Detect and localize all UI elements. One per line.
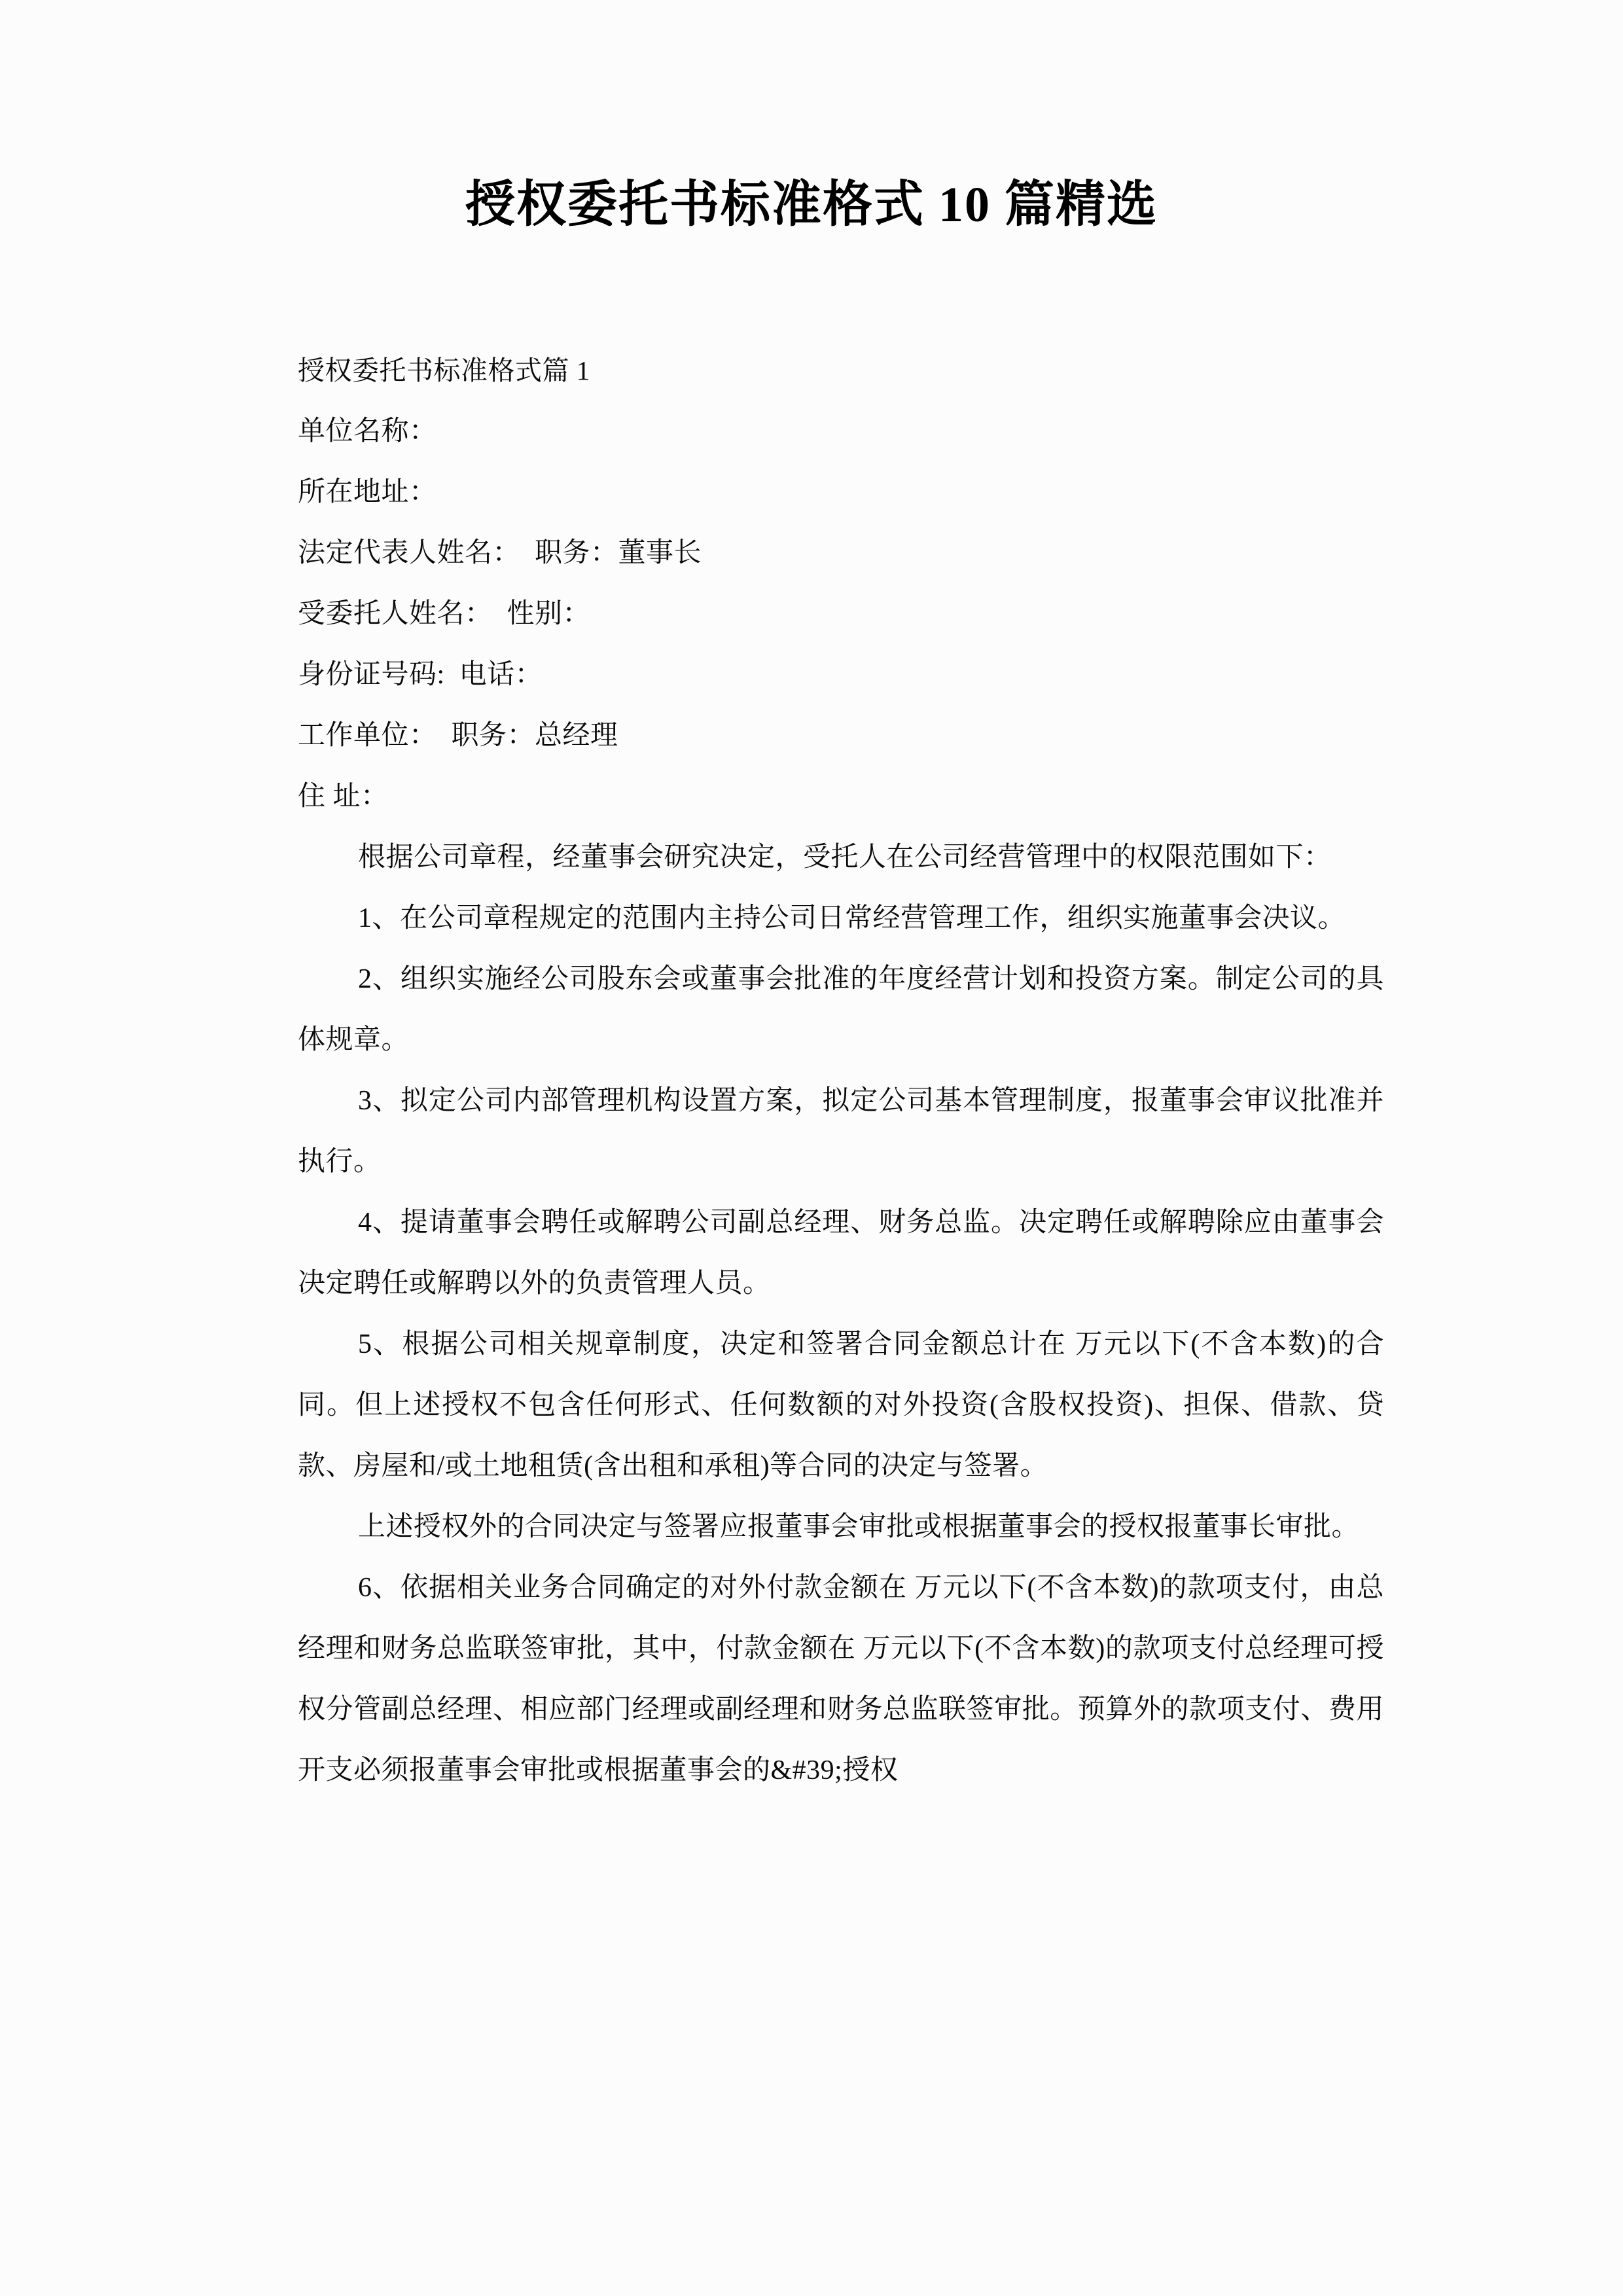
clause-5-continuation: 上述授权外的合同决定与签署应报董事会审批或根据董事会的授权报董事长审批。 xyxy=(358,1512,1360,1542)
field-address: 所在地址： xyxy=(298,477,437,507)
clause-3: 3、拟定公司内部管理机构设置方案，拟定公司基本管理制度，报董事会审议批准并执行。 xyxy=(298,1086,1384,1177)
field-unit-name: 单位名称： xyxy=(298,416,437,446)
clause-6: 6、依据相关业务合同确定的对外付款金额在 万元以下(不含本数)的款项支付，由总经理和财务总监联签审批，其中，付款金额在 万元以下(不含本数)的款项支付总经理可授权分管副总经理、相应部门经理或副经理和财务总监联签审批。预算外的款项支付、费用开支必须报董事会审批或根据董事会的&#39;授权 xyxy=(298,1573,1384,1785)
page-title: 授权委托书标准格式 10 篇精选 xyxy=(465,177,1158,232)
document-body xyxy=(298,340,1384,1801)
clause-2: 2、组织实施经公司股东会或董事会批准的年度经营计划和投资方案。制定公司的具体规章。 xyxy=(298,964,1384,1055)
field-residence: 住 址： xyxy=(298,781,389,812)
field-id-and-phone: 身份证号码: 电话： xyxy=(298,660,543,690)
clause-5: 5、根据公司相关规章制度，决定和签署合同金额总计在 万元以下(不含本数)的合同。但上述授权不包含任何形式、任何数额的对外投资(含股权投资)、担保、借款、贷款、房屋和/或土地租赁(含出租和承租)等合同的决定与签署。 xyxy=(298,1329,1384,1481)
clause-4: 4、提请董事会聘任或解聘公司副总经理、财务总监。决定聘任或解聘除应由董事会决定聘任或解聘以外的负责管理人员。 xyxy=(298,1208,1384,1299)
section-heading: 授权委托书标准格式篇 1 xyxy=(298,355,590,386)
field-work-unit: 工作单位： 职务：总经理 xyxy=(298,721,618,751)
clause-1: 1、在公司章程规定的范围内主持公司日常经营管理工作，组织实施董事会决议。 xyxy=(358,903,1346,933)
intro-paragraph: 根据公司章程，经董事会研究决定，受托人在公司经营管理中的权限范围如下： xyxy=(358,842,1332,872)
field-entrusted-person: 受委托人姓名： 性别： xyxy=(298,599,591,629)
field-legal-representative: 法定代表人姓名： 职务：董事长 xyxy=(298,538,702,568)
